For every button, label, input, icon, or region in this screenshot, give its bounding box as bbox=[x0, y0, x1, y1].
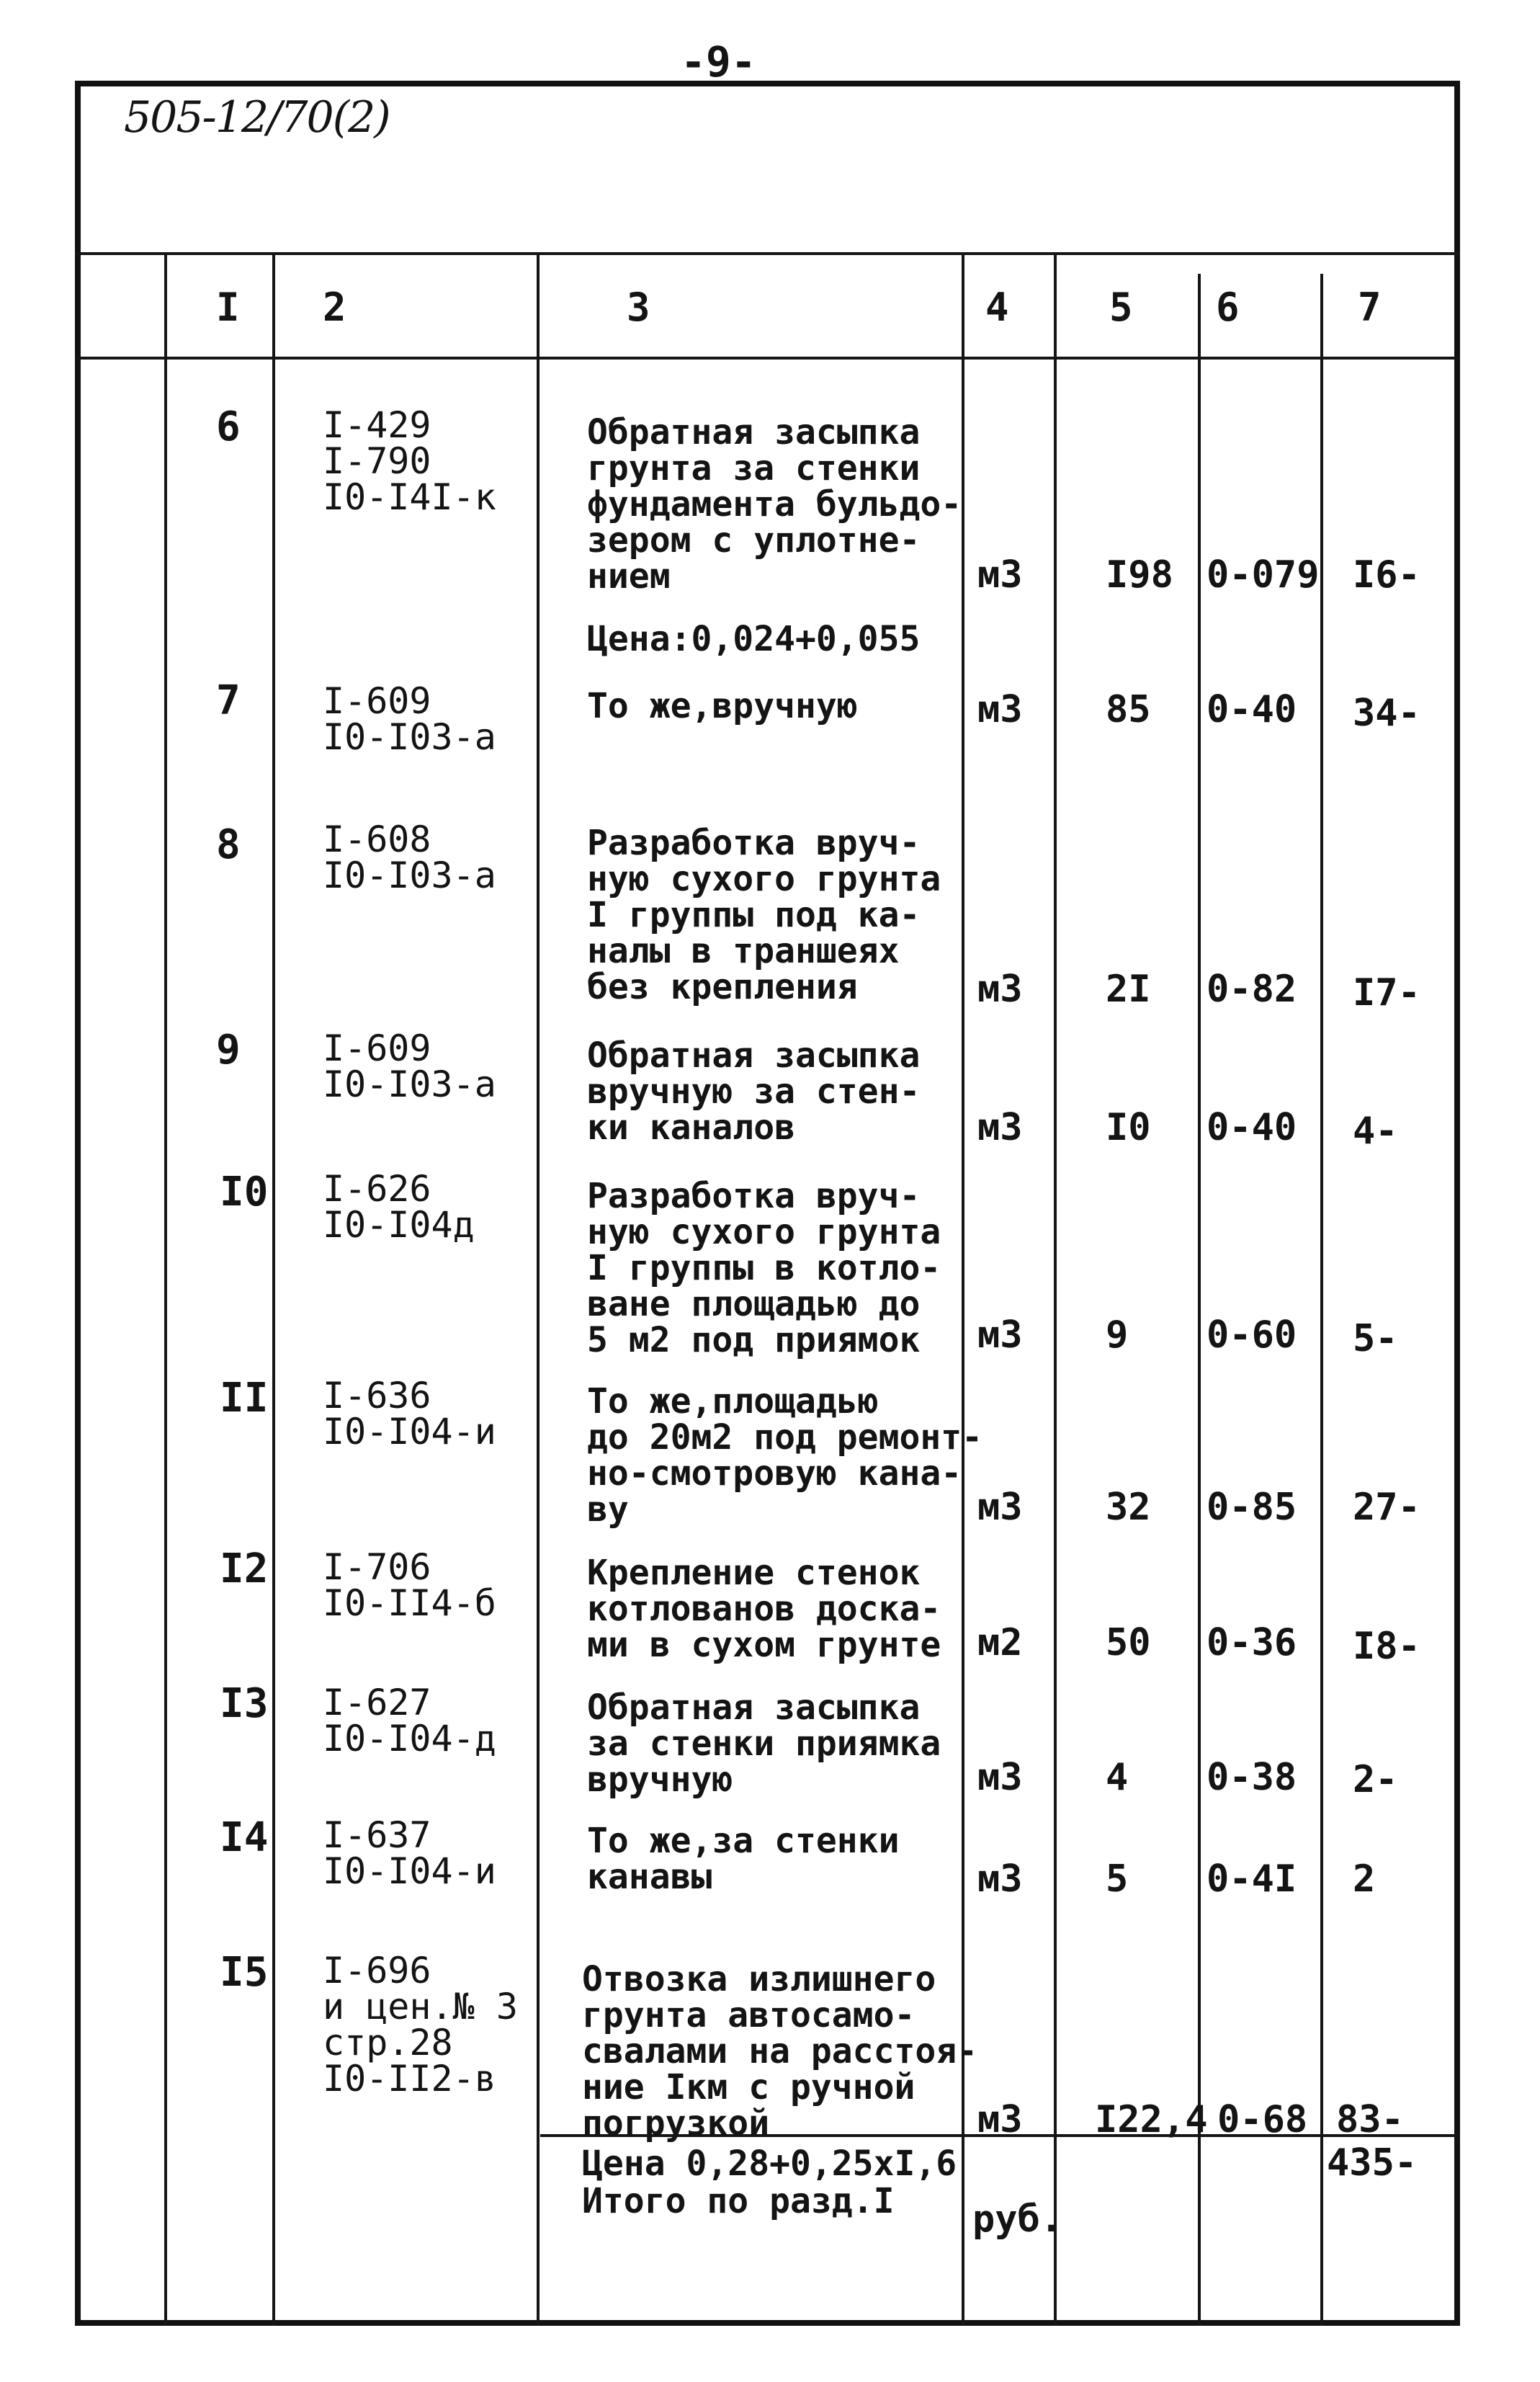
row-price: 0-40 bbox=[1207, 1106, 1297, 1149]
row-qty: 50 bbox=[1106, 1621, 1151, 1664]
row-number: 6 bbox=[216, 403, 241, 450]
row-qty: 32 bbox=[1106, 1486, 1151, 1529]
row-qty: 5 bbox=[1106, 1857, 1129, 1901]
row-number: 8 bbox=[216, 821, 241, 868]
header-col-4: 4 bbox=[985, 285, 1009, 330]
row-price: 0-36 bbox=[1207, 1621, 1297, 1664]
row-unit: м3 bbox=[977, 968, 1023, 1011]
row-description: Обратная засыпка за стенки приямка вручную bbox=[587, 1687, 941, 1800]
row-code: I-609 I0-I03-а bbox=[323, 680, 496, 758]
row-unit: м3 bbox=[977, 1313, 1023, 1357]
subtotal-label: Итого по разд.I bbox=[582, 2181, 895, 2221]
row-price: 0-40 bbox=[1207, 688, 1297, 731]
row-description: Крепление стенок котлованов доска- ми в сухом грунте bbox=[587, 1553, 941, 1665]
row-number: II bbox=[220, 1375, 269, 1422]
header-divider bbox=[75, 357, 1460, 360]
header-col-7: 7 bbox=[1358, 285, 1382, 330]
row-unit: м3 bbox=[977, 1857, 1023, 1901]
row-total: 27- bbox=[1353, 1486, 1420, 1529]
row-unit: м2 bbox=[977, 1621, 1023, 1664]
row-number: 7 bbox=[216, 677, 241, 724]
row-number: I4 bbox=[220, 1814, 269, 1861]
row-number: I5 bbox=[220, 1949, 269, 1996]
row-unit: м3 bbox=[977, 1106, 1023, 1149]
row-description: Обратная засыпка вручную за стен- ки каналов bbox=[587, 1035, 921, 1148]
row-number: 9 bbox=[216, 1027, 241, 1074]
row-price: 0-079 bbox=[1207, 553, 1320, 597]
row-code: I-627 I0-I04-д bbox=[323, 1682, 496, 1759]
stamp-divider bbox=[75, 252, 1460, 255]
row-code: I-696 и цен.№ 3 стр.28 I0-II2-в bbox=[323, 1950, 518, 2100]
subtotal-unit: руб. bbox=[972, 2198, 1063, 2241]
row-code: I-626 I0-I04д bbox=[323, 1168, 475, 1246]
row-qty: I98 bbox=[1106, 553, 1173, 597]
row-price: 0-85 bbox=[1207, 1486, 1297, 1529]
header-col-3: 3 bbox=[627, 285, 650, 330]
row-unit: м3 bbox=[977, 1486, 1023, 1529]
row-number: I0 bbox=[220, 1169, 269, 1215]
col-line-3 bbox=[537, 252, 540, 2326]
row-total: 4- bbox=[1353, 1110, 1398, 1153]
row-code: I-636 I0-I04-и bbox=[323, 1375, 496, 1453]
header-col-2: 2 bbox=[323, 285, 346, 330]
col-line-1 bbox=[164, 252, 167, 2326]
row-code: I-609 I0-I03-а bbox=[323, 1027, 496, 1105]
page-number: -9- bbox=[681, 37, 756, 86]
row-total: 5- bbox=[1353, 1317, 1398, 1360]
row-code: I-429 I-790 I0-I4I-к bbox=[323, 404, 496, 518]
header-col-5: 5 bbox=[1109, 285, 1133, 330]
row-unit: м3 bbox=[977, 2098, 1023, 2141]
row-qty: I22,4 bbox=[1095, 2098, 1208, 2141]
footer-price-note: Цена 0,28+0,25хI,6 bbox=[582, 2144, 957, 2184]
row-total: 34- bbox=[1353, 692, 1420, 735]
row-price: 0-82 bbox=[1207, 968, 1297, 1011]
col-line-6 bbox=[1198, 274, 1201, 2326]
row-qty: 9 bbox=[1106, 1313, 1129, 1357]
row-unit: м3 bbox=[977, 1756, 1023, 1799]
row-description: Обратная засыпка грунта за стенки фундамента бульдо- зером с уплотне- нием bbox=[587, 412, 962, 597]
row-total: I6- bbox=[1353, 553, 1420, 597]
col-line-5 bbox=[1054, 252, 1057, 2326]
row-description: То же,вручную bbox=[587, 686, 858, 726]
row-qty: 85 bbox=[1106, 688, 1151, 731]
row-description: Отвозка излишнего грунта автосамо- свалами на расстоя- ние Iкм с ручной погрузкой bbox=[582, 1959, 978, 2144]
row-code: I-637 I0-I04-и bbox=[323, 1814, 496, 1892]
row-total: I7- bbox=[1353, 971, 1420, 1014]
row-description: Разработка вруч- ную сухого грунта I группы в котло- ване площадью до 5 м2 под приямок bbox=[587, 1176, 941, 1360]
row-total: 2- bbox=[1353, 1758, 1398, 1801]
row-code: I-706 I0-II4-б bbox=[323, 1546, 496, 1624]
row-price-note: Цена:0,024+0,055 bbox=[587, 619, 921, 659]
row-total: 2 bbox=[1353, 1857, 1376, 1901]
row-description: Разработка вруч- ную сухого грунта I группы под ка- налы в траншеях без крепления bbox=[587, 823, 941, 1007]
row-number: I2 bbox=[220, 1545, 269, 1592]
row-qty: I0 bbox=[1106, 1106, 1151, 1149]
col-line-7 bbox=[1320, 274, 1323, 2326]
row-price: 0-38 bbox=[1207, 1756, 1297, 1799]
row-price: 0-68 bbox=[1217, 2098, 1308, 2141]
row-number: I3 bbox=[220, 1680, 269, 1727]
row-total: 83- bbox=[1336, 2098, 1404, 2141]
row-qty: 2I bbox=[1106, 968, 1151, 1011]
row-unit: м3 bbox=[977, 553, 1023, 597]
row-description: То же,площадью до 20м2 под ремонт- но-смотровую кана- ву bbox=[587, 1381, 983, 1530]
row-unit: м3 bbox=[977, 688, 1023, 731]
subtotal-total: 435- bbox=[1327, 2141, 1418, 2185]
row-price: 0-4I bbox=[1207, 1857, 1297, 1901]
row-code: I-608 I0-I03-а bbox=[323, 818, 496, 896]
header-col-6: 6 bbox=[1216, 285, 1240, 330]
row-description: То же,за стенки канавы bbox=[587, 1821, 900, 1897]
col-line-2 bbox=[272, 252, 275, 2326]
document-stamp: 505-12/70(2) bbox=[124, 92, 390, 143]
row-total: I8- bbox=[1353, 1625, 1420, 1668]
header-col-1: I bbox=[216, 285, 240, 330]
row-price: 0-60 bbox=[1207, 1313, 1297, 1357]
row-qty: 4 bbox=[1106, 1756, 1129, 1799]
